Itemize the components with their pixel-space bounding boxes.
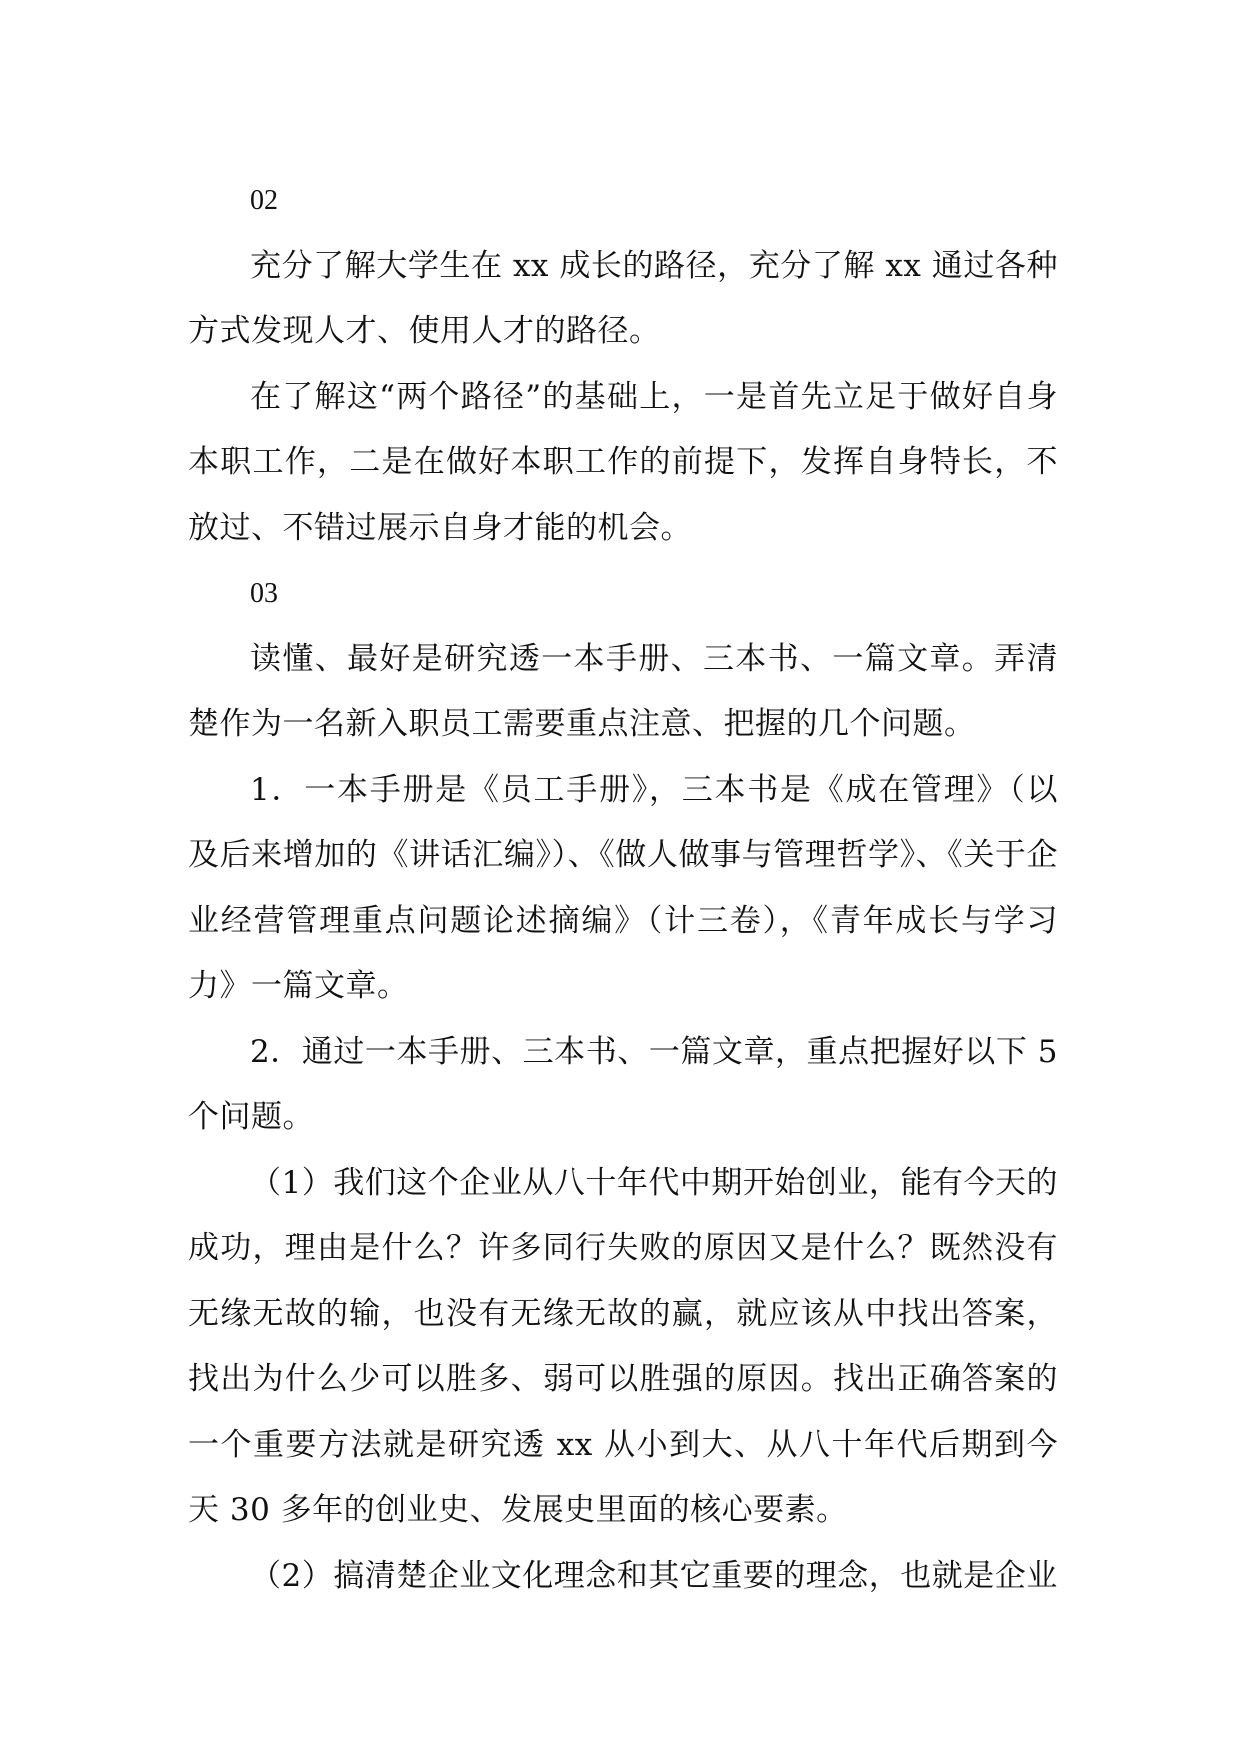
list-paragraph: 2．通过一本手册、三本书、一篇文章，重点把握好以下 5 个问题。 — [188, 1033, 1058, 1135]
paragraph: 充分了解大学生在 xx 成长的路径，充分了解 xx 通过各种方式发现人才、使用人才的路径。 — [188, 247, 1058, 349]
paragraph: 读懂、最好是研究透一本手册、三本书、一篇文章。弄清楚作为一名新入职员工需要重点注意、把握的几个问题。 — [188, 640, 1058, 742]
list-paragraph: （2）搞清楚企业文化理念和其它重要的理念，也就是企业 — [250, 1557, 1058, 1594]
document-page — [188, 168, 1058, 1609]
list-paragraph: （1）我们这个企业从八十年代中期开始创业，能有今天的成功，理由是什么？许多同行失败的原因又是什么？既然没有无缘无故的输，也没有无缘无故的赢，就应该从中找出答案，找出为什么少可以胜多、弱可以胜强的原因。找出正确答案的一个重要方法就是研究透 xx 从小到大、从八十年代后期到今天 30 多年的创业史、发展史里面的核心要素。 — [188, 1164, 1058, 1528]
section-number: 02 — [250, 185, 278, 216]
section-number: 03 — [250, 578, 278, 609]
paragraph: 在了解这“两个路径”的基础上，一是首先立足于做好自身本职工作，二是在做好本职工作的前提下，发挥自身特长，不放过、不错过展示自身才能的机会。 — [188, 378, 1058, 546]
list-paragraph: 1．一本手册是《员工手册》，三本书是《成在管理》（以及后来增加的《讲话汇编》）、《做人做事与管理哲学》、《关于企业经营管理重点问题论述摘编》（计三卷），《青年成长与学习力》一篇文章。 — [188, 771, 1058, 1004]
